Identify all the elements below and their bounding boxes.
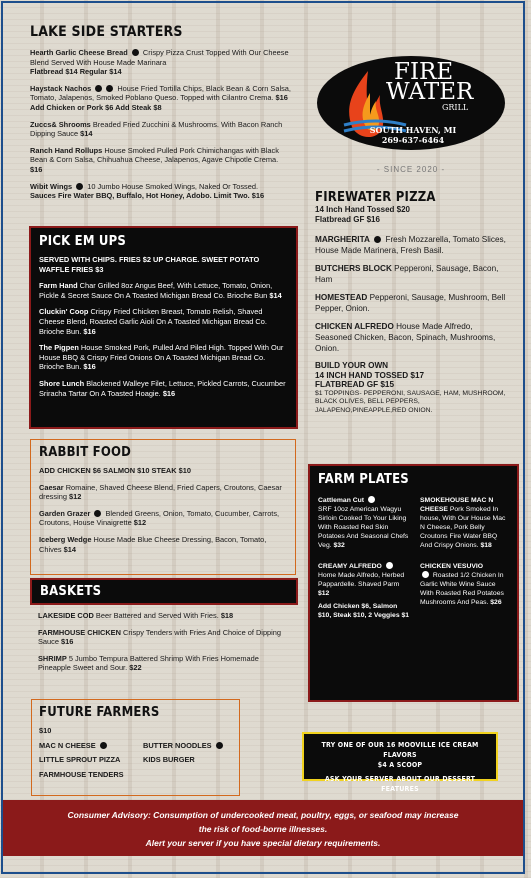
menu-item: Cluckin' Coop Crispy Fried Chicken Breast, Tomato Relish, Shaved Cheese Blend, Roasted Garlic Aioli On A Toasted Michigan Bread Co. Brioche Bun. $16	[39, 307, 267, 336]
menu-item: LAKESIDE COD Beer Battered and Served With Fries. $18	[38, 611, 234, 620]
dessert-line1: TRY ONE OF OUR 16 MOOVILLE ICE CREAM FLAVORS	[321, 741, 479, 759]
logo-line3: GRILL	[442, 103, 469, 112]
menu-item: Farm Hand Char Grilled 8oz Angus Beef, With Lettuce, Tomato, Onion, Pickle & Secret Sauce On A Toasted Michigan Bread Co. Brioche Bun $14	[39, 281, 282, 300]
byo-line2: FLATBREAD GF $15	[315, 380, 394, 390]
menu-item: SMOKEHOUSE MAC N CHEESE Pork Smoked In house, With Our House Mac N Cheese, Pork Belly Croutons Fire Water BBQ And Crispy Onions. $18	[420, 497, 506, 549]
pick-em-ups-section	[29, 226, 298, 429]
advisory-line2: the risk of food-borne illnesses.	[198, 824, 328, 834]
logo-phone: 269-637-6464	[381, 135, 445, 145]
menu-item: HOMESTEAD Pepperoni, Sausage, Mushroom, Bell Pepper, Onion.	[315, 293, 506, 314]
farm-plates-section	[308, 464, 519, 702]
since-tagline: - SINCE 2020 -	[376, 165, 446, 174]
menu-item: Zuccs& Shrooms Breaded Fried Zucchini & Mushrooms. With Bacon Ranch Dipping Sauce $14	[30, 119, 283, 139]
byo-line1: 14 INCH HAND TOSSED $17	[315, 370, 425, 380]
pizza-section	[315, 190, 509, 415]
list-item: KIDS BURGER	[143, 755, 195, 765]
menu-item: Garden Grazer Blended Greens, Onion, Tomato, Cucumber, Carrots, Croutons, House Vinaigrette $12	[39, 508, 280, 528]
pizza-sub1: 14 Inch Hand Tossed $20	[315, 205, 410, 214]
lake-side-title: LAKE SIDE STARTERS	[30, 24, 183, 40]
menu-item: CHICKEN VESUVIO Roasted 1/2 Chicken In Garlic White Wine Sauce With Roasted Red Potatoes Mushrooms And Peas. $26	[420, 563, 504, 606]
menu-item: Shore Lunch Blackened Walleye Filet, Lettuce, Pickled Carrots, Cucumber Sriracha Tartar On A Toasted Hoagie. $16	[39, 378, 286, 398]
logo-line1: FIRE	[394, 59, 454, 85]
lake-side-section	[30, 24, 292, 208]
menu-item: BUTCHERS BLOCK Pepperoni, Sausage, Bacon, Ham	[315, 264, 499, 285]
dietary-icon	[368, 496, 375, 503]
logo-city: SOUTH HAVEN, MI	[369, 125, 457, 135]
list-item: FARMHOUSE TENDERS	[39, 769, 124, 779]
dietary-icon	[95, 85, 102, 92]
byo-title: BUILD YOUR OWN	[315, 361, 389, 371]
list-item: LITTLE SPROUT PIZZA	[39, 755, 121, 765]
byo-toppings: $1 TOPPINGS- PEPPERONI, SAUSAGE, HAM, MUSHROOM, BLACK OLIVES, BELL PEPPERS, JALAPENO,PINEAPPLE,RED ONION.	[315, 389, 506, 414]
menu-item: Iceberg Wedge House Made Blue Cheese Dressing, Bacon, Tomato, Chives $14	[39, 534, 267, 554]
menu-item: Haystack Nachos House Fried Tortilla Chips, Black Bean & Corn Salsa, Tomato, Jalapenos, Smoked Poblano Queso. Topped with Cilantro Crema. $16 Add Chicken or Pork $6 Add Steak $8	[30, 83, 291, 112]
future-farmers-section	[31, 699, 240, 796]
advisory-line1: Consumer Advisory: Consumption of undercooked meat, poultry, eggs, or seafood may increase	[67, 810, 459, 820]
dessert-line3: ASK YOUR SERVER ABOUT OUR DESSERT FEATURES	[324, 775, 476, 793]
kids-col-2	[143, 741, 225, 780]
dietary-icon	[100, 742, 107, 749]
kids-col-1	[39, 741, 143, 780]
rabbit-food-title: RABBIT FOOD	[39, 445, 132, 460]
menu-item: SHRIMP 5 Jumbo Tempura Battered Shrimp With Fries Homemade Pineapple Sweet and Sour. $22	[38, 653, 259, 673]
section-note: ADD CHICKEN $6 SALMON $10 STEAK $10	[39, 466, 191, 475]
pick-em-ups-title: PICK EM UPS	[39, 234, 127, 249]
farm-plates-row-1	[318, 496, 509, 550]
section-note: SERVED WITH CHIPS. FRIES $2 UP CHARGE. SWEET POTATO WAFFLE FRIES $3	[39, 255, 260, 274]
dietary-icon	[386, 562, 393, 569]
menu-item: Wibit Wings 10 Jumbo House Smoked Wings, Naked Or Tossed. Sauces Fire Water BBQ, Buffalo, Hot Honey, Adobo. Limit Two. $16	[30, 181, 265, 201]
baskets-section	[30, 578, 298, 690]
logo	[316, 55, 506, 155]
dietary-icon	[132, 49, 139, 56]
dessert-line2: $4 A SCOOP	[377, 761, 423, 769]
consumer-advisory	[3, 800, 523, 856]
menu-item: CREAMY ALFREDO Home Made Alfredo, Herbed Pappardelle. Shaved Parm $12 Add Chicken $6, Salmon $10, Steak $10, 2 Veggies $1	[318, 562, 412, 620]
dietary-icon	[374, 236, 381, 243]
advisory-line3: Alert your server if you have special dietary requirements.	[145, 838, 381, 848]
dietary-icon	[94, 510, 101, 517]
dessert-box	[302, 732, 498, 793]
menu-item: MARGHERITA Fresh Mozzarella, Tomato Slices, House Made Marinera, Fresh Basil.	[315, 235, 506, 256]
farm-plates-title: FARM PLATES	[318, 472, 409, 487]
future-farmers-title: FUTURE FARMERS	[39, 705, 160, 720]
logo-line2: WATER	[386, 79, 474, 105]
dietary-icon	[216, 742, 223, 749]
dietary-icon	[106, 85, 113, 92]
kids-columns	[39, 741, 232, 780]
pizza-sub2: Flatbread GF $16	[315, 214, 380, 224]
dietary-icon	[76, 183, 83, 190]
pizza-title: FIREWATER PIZZA	[315, 190, 436, 205]
baskets-list	[30, 605, 298, 686]
menu-item: CHICKEN ALFREDO House Made Alfredo, Seasoned Chicken, Bacon, Spinach, Mushrooms, Onion.	[315, 322, 496, 354]
dietary-icon	[422, 571, 429, 578]
menu-item: Hearth Garlic Cheese Bread Crispy Pizza Crust Topped With Our Cheese Blend Served With House Made Marinara Flatbread $14 Regular $14	[30, 48, 289, 77]
menu-item: FARMHOUSE CHICKEN Crispy Tenders with Fries And Choice of Dipping Sauce $16	[38, 627, 282, 647]
alfredo-addons: Add Chicken $6, Salmon $10, Steak $10, 2 Veggies $1	[318, 603, 410, 619]
list-item: MAC N CHEESE	[39, 741, 143, 751]
kids-price: $10	[39, 726, 52, 735]
menu-item: Caesar Romaine, Shaved Cheese Blend, Fried Capers, Croutons, Caesar dressing $12	[39, 482, 282, 502]
rabbit-food-section	[30, 439, 296, 575]
list-item: BUTTER NOODLES	[143, 741, 225, 751]
baskets-title: BASKETS	[30, 578, 298, 605]
menu-item: Ranch Hand Rollups House Smoked Pulled Pork Chimichangas with Black Bean & Corn Salsa, Chihuahua Cheese, Jalapenos, Agave Chipotle Crema. $16	[30, 145, 279, 174]
menu-item: The Pigpen House Smoked Pork, Pulled And Piled High. Topped With Our House BBQ & Crispy Fried Onions On A Toasted Michigan Bread Co. Brioche Bun. $16	[39, 343, 284, 372]
farm-plates-row-2	[318, 562, 509, 620]
menu-item: Cattleman Cut SRF 10oz American Wagyu Sirloin Cooked To Your Liking With Roasted Red Skin Potatoes And Seasonal Chefs Veg. $32	[318, 497, 409, 549]
